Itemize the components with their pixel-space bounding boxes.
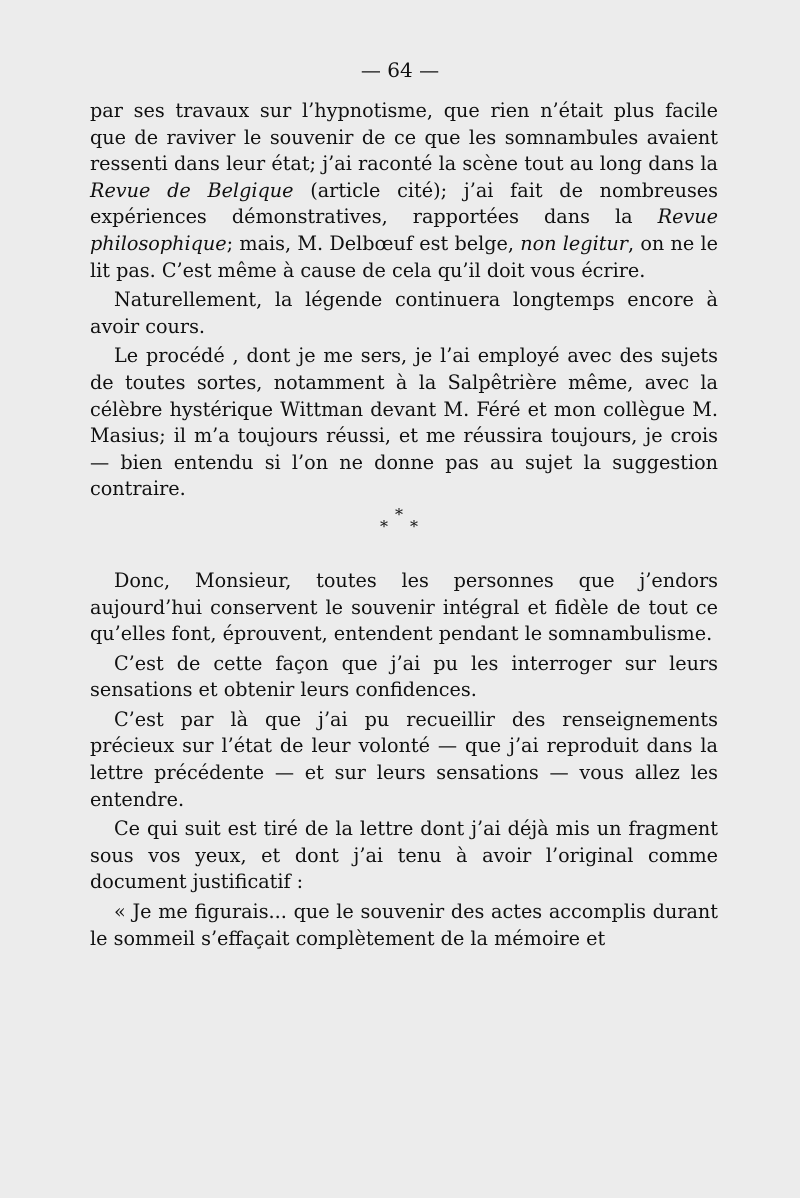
paragraphs-after-separator [90, 568, 718, 952]
asterism-star-right: * [410, 516, 418, 536]
text-run: Le procédé , dont je me sers, je l’ai employé avec des sujets de toutes sortes, notamment à la Salpêtrière même, avec la célèbre hystérique Wittman devant M. Féré et mon collègue M. Masius; il m’a toujours réussi, et me réussira toujours, je crois — bien entendu si l’on ne donne pas au sujet la suggestion contraire. [90, 344, 718, 501]
paragraph-p4 [90, 568, 718, 648]
asterism-star-top: * [395, 504, 403, 524]
text-run: C’est de cette façon que j’ai pu les interroger sur leurs sensations et obtenir leurs confidences. [90, 651, 718, 702]
asterism-separator [90, 506, 718, 568]
paragraph-p5 [90, 651, 718, 704]
text-run: « Je me figurais... que le souvenir des actes accomplis durant le sommeil s’effaçait complètement de la mémoire et [90, 900, 718, 950]
text-run: (article cité); j’ai fait de nombreuses expériences démonstratives, rapportées dans la [90, 178, 718, 229]
italic-title: Revue philosophique [90, 205, 718, 255]
paragraphs-before-separator [90, 98, 718, 503]
body-text [90, 98, 718, 955]
italic-title: non legitur [520, 231, 628, 255]
text-run: C’est par là que j’ai pu recueillir des renseignements précieux sur l’état de leur volonté — que j’ai reproduit dans la lettre précédente — et sur leurs sensations — vous allez les entendre. [90, 707, 718, 811]
paragraph-p7 [90, 816, 718, 896]
text-run: Donc, Monsieur, toutes les personnes que j’endors aujourd’hui conservent le souvenir intégral et fidèle de tout ce qu’elles font, éprouvent, entendent pendant le somnambulisme. [90, 568, 718, 646]
asterism-star-left: * [380, 516, 388, 536]
text-run: Ce qui suit est tiré de la lettre dont j’ai déjà mis un fragment sous vos yeux, et dont j’ai tenu à avoir l’original comme document justificatif : [90, 817, 718, 894]
paragraph-p6 [90, 707, 718, 813]
page-number: — 64 — [360, 58, 440, 82]
paragraph-p3 [90, 343, 718, 503]
paragraph-p8 [90, 899, 718, 952]
text-run: , on ne le lit pas. C’est même à cause de cela qu’il doit vous écrire. [90, 231, 718, 282]
text-run: ; mais, M. Delbœuf est belge, [226, 231, 521, 255]
text-run: par ses travaux sur l’hypnotisme, que rien n’était plus facile que de raviver le souvenir de ce que les somnambules avaient ressenti dans leur état; j’ai raconté la scène tout au long dans la [90, 99, 718, 176]
italic-title: Revue de Belgique [90, 178, 294, 202]
text-run: Naturellement, la légende continuera longtemps encore à avoir cours. [90, 288, 718, 338]
paragraph-p1 [90, 98, 718, 284]
paragraph-p2 [90, 287, 718, 340]
